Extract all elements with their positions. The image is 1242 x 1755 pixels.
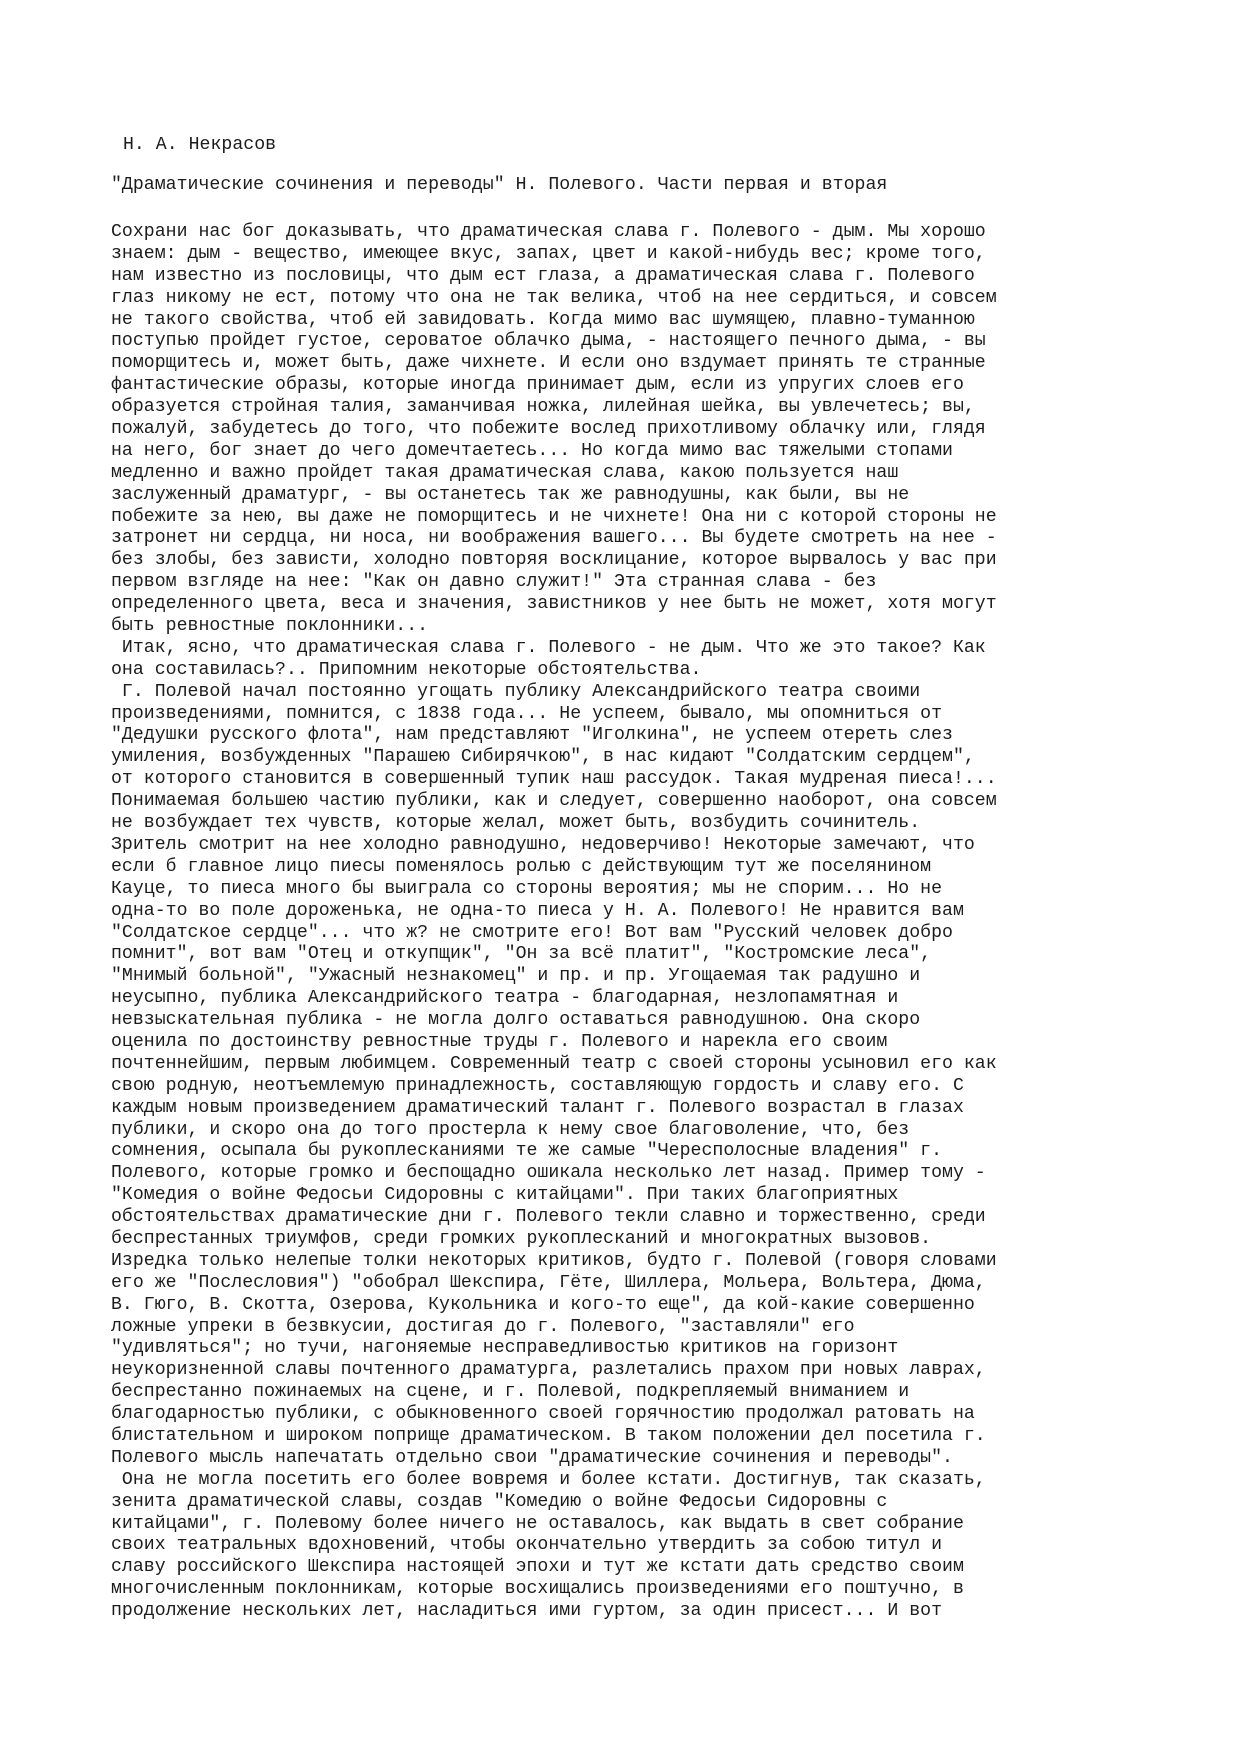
author-name: Н. А. Некрасов: [123, 135, 277, 155]
text-line: быть ревностные поклонники...: [111, 616, 429, 637]
text-line: фантастические образы, которые иногда принимает дым, если из упругих слоев его: [111, 375, 964, 396]
text-line: не возбуждает тех чувств, которые желал, может быть, возбудить сочинитель.: [111, 813, 921, 834]
text-line: "Мнимый больной", "Ужасный незнакомец" и пр. и пр. Угощаемая так радушно и: [111, 966, 921, 987]
text-line: "удивляться"; но тучи, нагоняемые несправедливостью критиков на горизонт: [111, 1338, 899, 1359]
text-line: если б главное лицо пиесы поменялось ролью с действующим тут же поселянином: [111, 856, 932, 877]
text-line: Зритель смотрит на нее холодно равнодушно, недоверчиво! Некоторые замечают, что: [111, 834, 975, 855]
body-text: [111, 222, 1131, 1623]
text-line: его же "Послесловия") "обобрал Шекспира, Гёте, Шиллера, Мольера, Вольтера, Дюма,: [111, 1272, 986, 1293]
text-line: Кауце, то пиеса много бы выиграла со стороны вероятия; мы не спорим... Но не: [111, 878, 943, 899]
text-line: почтеннейшим, первым любимцем. Современный театр с своей стороны усыновил его как: [111, 1053, 997, 1074]
text-line: многочисленным поклонникам, которые восхищались произведениями его поштучно, в: [111, 1579, 964, 1600]
text-line: благодарностью публики, с обыкновенного своей горячностию продолжал ратовать на: [111, 1404, 975, 1425]
text-line: В. Гюго, В. Скотта, Озерова, Кукольника и кого-то еще", да кой-какие совершенно: [111, 1294, 975, 1315]
text-line: обстоятельствах драматические дни г. Полевого текли славно и торжественно, среди: [111, 1207, 986, 1228]
text-line: неукоризненной славы почтенного драматурга, разлетались прахом при новых лаврах,: [111, 1360, 986, 1381]
text-line: Полевого, которые громко и беспощадно ошикала несколько лет назад. Пример тому -: [111, 1163, 986, 1184]
text-line: помнит", вот вам "Отец и откупщик", "Он за всё платит", "Костромские леса",: [111, 944, 932, 965]
text-line: умиления, возбужденных "Парашею Сибирячкою", в нас кидают "Солдатским сердцем",: [111, 747, 975, 768]
text-line: публики, и скоро она до того простерла к нему свое благоволение, что, без: [111, 1119, 910, 1140]
text-line: поступью пройдет густое, сероватое облачко дыма, - настоящего печного дыма, - вы: [111, 331, 986, 352]
text-line: свою родную, неотъемлемую принадлежность, составляющую гордость и славу его. С: [111, 1075, 964, 1096]
text-line: глаз никому не ест, потому что она не так велика, чтоб на нее сердиться, и совсем: [111, 287, 997, 308]
text-line: своих театральных вдохновений, чтобы окончательно утвердить за собою титул и: [111, 1535, 943, 1556]
text-line: побежите за нею, вы даже не поморщитесь и не чихнете! Она ни с которой стороны не: [111, 506, 997, 527]
text-line: "Дедушки русского флота", нам представляют "Иголкина", не успеем отереть слез: [111, 725, 953, 746]
text-line: продолжение нескольких лет, насладиться ими гуртом, за один присест... И вот: [111, 1601, 943, 1622]
text-line: ложные упреки в безвкусии, достигая до г. Полевого, "заставляли" его: [111, 1316, 855, 1337]
text-line: первом взгляде на нее: "Как он давно служит!" Эта странная слава - без: [111, 572, 877, 593]
text-line: медленно и важно пройдет такая драматическая слава, какою пользуется наш: [111, 462, 899, 483]
text-line: Сохрани нас бог доказывать, что драматическая слава г. Полевого - дым. Мы хорошо: [111, 222, 986, 242]
text-line: нам известно из пословицы, что дым ест глаза, а драматическая слава г. Полевого: [111, 265, 975, 286]
text-line: славу российского Шекспира настоящей эпохи и тут же кстати дать средство своим: [111, 1557, 964, 1578]
text-line: затронет ни сердца, ни носа, ни воображения вашего... Вы будете смотреть на нее -: [111, 528, 997, 549]
text-line: определенного цвета, веса и значения, завистников у нее быть не может, хотя могут: [111, 594, 997, 615]
text-line: китайцами", г. Полевому более ничего не оставалось, как выдать в свет собрание: [111, 1513, 964, 1534]
text-line: сомнения, осыпала бы рукоплесканиями те же самые "Чересполосные владения" г.: [111, 1141, 943, 1162]
text-line: неусыпно, публика Александрийского театра - благодарная, незлопамятная и: [111, 988, 899, 1009]
document-page: [111, 134, 1131, 1623]
text-line: зенита драматической славы, создав "Комедию о войне Федосьи Сидоровны с: [111, 1491, 888, 1512]
text-line: Полевого мысль напечатать отдельно свои "драматические сочинения и переводы".: [111, 1447, 953, 1468]
text-line: Г. Полевой начал постоянно угощать публику Александрийского театра своими: [111, 681, 921, 702]
document-title: "Драматические сочинения и переводы" Н. Полевого. Части первая и вторая: [111, 175, 888, 195]
text-line: оценила по достоинству ревностные труды г. Полевого и нарекла его своим: [111, 1031, 888, 1052]
text-line: Итак, ясно, что драматическая слава г. Полевого - не дым. Что же это такое? Как: [111, 637, 986, 658]
text-line: на него, бог знает до чего домечтаетесь... Но когда мимо вас тяжелыми стопами: [111, 440, 953, 461]
text-line: от которого становится в совершенный тупик наш рассудок. Такая мудреная пиеса!...: [111, 769, 997, 790]
text-line: "Комедия о войне Федосьи Сидоровны с китайцами". При таких благоприятных: [111, 1185, 899, 1206]
text-line: "Солдатское сердце"... что ж? не смотрите его! Вот вам "Русский человек добро: [111, 922, 953, 943]
text-line: без злобы, без зависти, холодно повторяя восклицание, которое вырвалось у вас при: [111, 550, 997, 571]
text-line: беспрестанных триумфов, среди громких рукоплесканий и многократных вызовов.: [111, 1228, 932, 1249]
text-line: не такого свойства, чтоб ей завидовать. Когда мимо вас шумящею, плавно-туманною: [111, 309, 975, 330]
text-line: одна-то во поле дороженька, не одна-то пиеса у Н. А. Полевого! Не нравится вам: [111, 900, 964, 921]
text-line: беспрестанно пожинаемых на сцене, и г. Полевой, подкрепляемый вниманием и: [111, 1382, 910, 1403]
text-line: Она не могла посетить его более вовремя и более кстати. Достигнув, так сказать,: [111, 1469, 986, 1490]
text-line: каждым новым произведением драматический талант г. Полевого возрастал в глазах: [111, 1097, 964, 1118]
text-line: Понимаемая большею частию публики, как и следует, совершенно наоборот, она совсем: [111, 791, 997, 812]
text-line: произведениями, помнится, с 1838 года... Не успеем, бывало, мы опомниться от: [111, 703, 943, 724]
text-line: Изредка только нелепые толки некоторых критиков, будто г. Полевой (говоря словами: [111, 1250, 997, 1271]
text-line: она составилась?.. Припомним некоторые обстоятельства.: [111, 659, 702, 680]
text-line: образуется стройная талия, заманчивая ножка, лилейная шейка, вы увлечетесь; вы,: [111, 397, 975, 418]
text-line: заслуженный драматург, - вы останетесь так же равнодушны, как были, вы не: [111, 484, 910, 505]
text-line: невзыскательная публика - не могла долго оставаться равнодушною. Она скоро: [111, 1010, 921, 1031]
text-line: поморщитесь и, может быть, даже чихнете. И если оно вздумает принять те странные: [111, 353, 986, 374]
text-line: знаем: дым - вещество, имеющее вкус, запах, цвет и какой-нибудь вес; кроме того,: [111, 243, 986, 264]
text-line: блистательном и широком поприще драматическом. В таком положении дел посетила г.: [111, 1425, 986, 1446]
text-line: пожалуй, забудетесь до того, что побежите вослед прихотливому облачку или, глядя: [111, 419, 986, 440]
